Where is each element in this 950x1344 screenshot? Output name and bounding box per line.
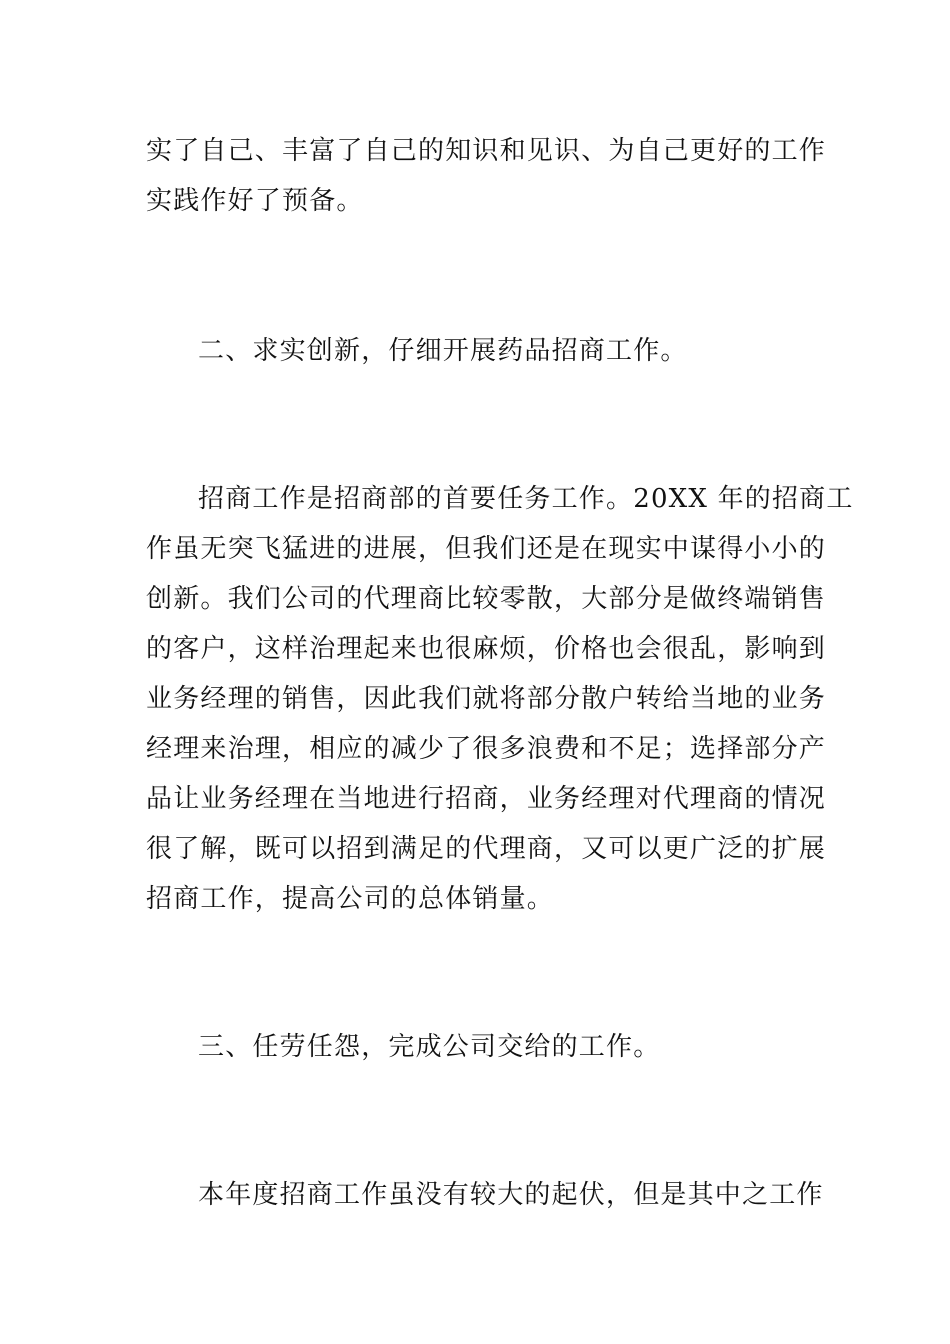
section-heading: 二、求实创新，仔细开展药品招商工作。 [198,336,688,366]
body-text-line: 创新。我们公司的代理商比较零散，大部分是做终端销售 [146,584,827,614]
body-text-line: 品让业务经理在当地进行招商，业务经理对代理商的情况 [146,784,827,814]
body-text-line: 经理来治理，相应的减少了很多浪费和不足；选择部分产 [146,734,827,764]
body-text-line: 很了解，既可以招到满足的代理商，又可以更广泛的扩展 [146,834,827,864]
section-heading: 三、任劳任怨，完成公司交给的工作。 [198,1032,661,1062]
body-text-line: 的客户，这样治理起来也很麻烦，价格也会很乱，影响到 [146,634,827,664]
body-text-line: 实践作好了预备。 [146,186,364,216]
body-text-line: 招商工作，提高公司的总体销量。 [146,884,555,914]
body-text-line: 招商工作是招商部的首要任务工作。20XX 年的招商工 [198,484,854,514]
body-text-line: 实了自己、丰富了自己的知识和见识、为自己更好的工作 [146,136,827,166]
body-text-line: 作虽无突飞猛进的进展，但我们还是在现实中谋得小小的 [146,534,827,564]
body-text-line: 业务经理的销售，因此我们就将部分散户转给当地的业务 [146,684,827,714]
body-text-line: 本年度招商工作虽没有较大的起伏，但是其中之工作 [198,1180,824,1210]
